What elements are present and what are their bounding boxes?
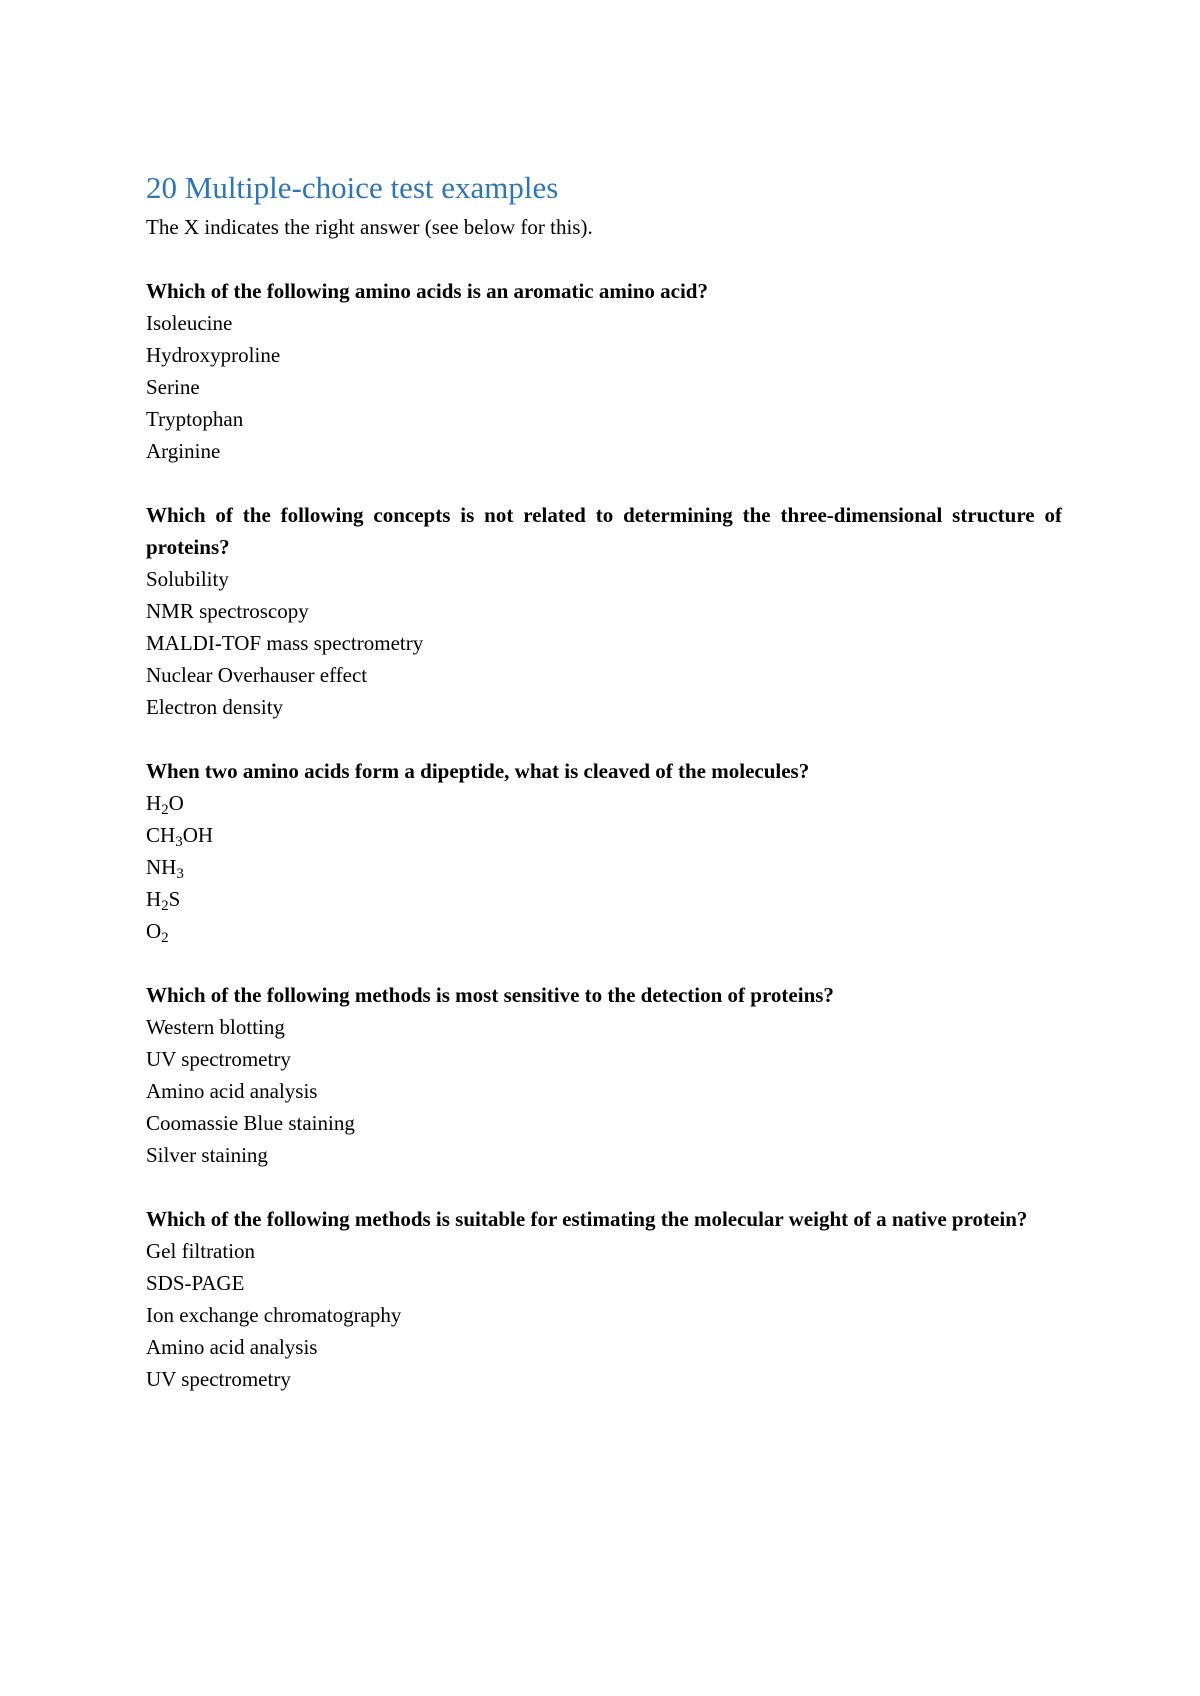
question-text: When two amino acids form a dipeptide, what is cleaved of the molecules? [146,759,810,783]
question-text: Which of the following methods is most sensitive to the detection of proteins? [146,983,834,1007]
formula-part: O [168,791,184,815]
formula-part: CH [146,823,176,847]
option-4: Coomassie Blue staining [146,1111,355,1135]
formula-part: O [146,919,162,943]
option-3: MALDI-TOF mass spectrometry [146,631,424,655]
question-text: Which of the following amino acids is an aromatic amino acid? [146,279,708,303]
option-4 [146,883,1062,915]
formula-part: H [146,791,162,815]
option-5: Silver staining [146,1143,268,1167]
option-2: UV spectrometry [146,1047,291,1071]
option-2: SDS-PAGE [146,1271,245,1295]
formula-subscript: 2 [161,898,169,914]
intro-text: The X indicates the right answer (see below for this). [146,215,593,239]
option-5 [146,915,1062,947]
question-text: Which of the following methods is suitable for estimating the molecular weight of a native protein? [146,1207,1028,1231]
option-list [146,1011,1062,1171]
option-3: Amino acid analysis [146,1079,318,1103]
formula-subscript: 3 [176,866,184,882]
option-1 [146,787,1062,819]
option-3 [146,851,1062,883]
page-title: 20 Multiple-choice test examples [146,170,559,205]
formula-part: H [146,887,162,911]
option-5: UV spectrometry [146,1367,291,1391]
formula-part: S [168,887,181,911]
question-text: Which of the following concepts is not related to determining the three-dimensional structure of proteins? [146,503,1062,559]
option-list [146,787,1062,947]
formula-part: NH [146,855,177,879]
formula-subscript: 3 [175,834,183,850]
option-5: Arginine [146,439,221,463]
formula-subscript: 2 [161,930,169,946]
option-list [146,1235,1062,1395]
option-1: Solubility [146,567,229,591]
option-1: Gel filtration [146,1239,256,1263]
question-1 [146,275,1062,467]
option-4: Tryptophan [146,407,244,431]
option-list [146,307,1062,467]
formula-subscript: 2 [161,802,169,818]
option-5: Electron density [146,695,284,719]
question-3 [146,755,1062,947]
formula-part: OH [182,823,214,847]
option-2 [146,819,1062,851]
option-list [146,563,1062,723]
option-2: Hydroxyproline [146,343,281,367]
option-3: Serine [146,375,200,399]
option-1: Western blotting [146,1015,285,1039]
question-2 [146,499,1062,723]
option-3: Ion exchange chromatography [146,1303,402,1327]
option-1: Isoleucine [146,311,233,335]
option-4: Amino acid analysis [146,1335,318,1359]
option-2: NMR spectroscopy [146,599,309,623]
option-4: Nuclear Overhauser effect [146,663,368,687]
question-5 [146,1203,1062,1395]
question-4 [146,979,1062,1171]
